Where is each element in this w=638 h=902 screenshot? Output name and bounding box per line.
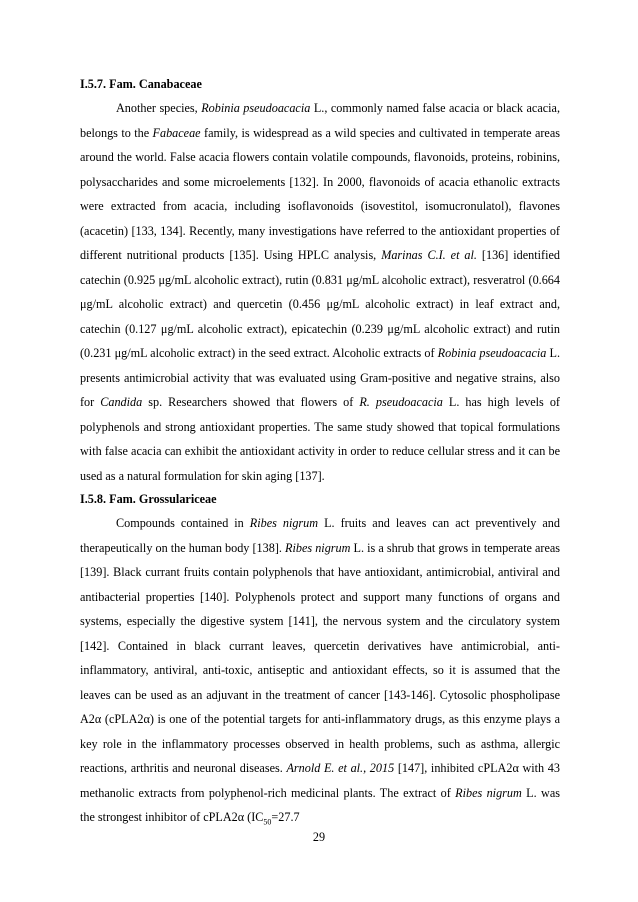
text-run: L., commonly named false acacia or black acacia, belongs to the: [80, 101, 561, 140]
page-number: 29: [312, 830, 326, 844]
text-run: sp. Researchers showed that flowers of: [142, 395, 360, 409]
italic-text: Robinia pseudoacacia: [437, 346, 547, 360]
text-run: L. is a shrub that grows in temperate areas [139]. Black currant fruits contain polyphenols that have antioxidant, antimicrobial, antiviral and antibacterial properties [140]. Polyphenols protect and support many functions of organs and systems, especially the digestive system [141], the nervous system and the circulatory system [142]. Contained in black currant leaves, quercetin derivatives have antimicrobial, anti-inflammatory, antiviral, anti-toxic, antiseptic and antioxidant effects, so it is assumed that the leaves can be used as an adjuvant in the treatment of cancer [143-146]. Cytosolic phospholipase A2α (cPLA2α) is one of the potential targets for anti-inflammatory drugs, as this enzyme plays a key role in the inflammatory processes observed in health problems, such as asthma, allergic reactions, arthritis and neuronal diseases.: [80, 540, 561, 775]
text-run: [147], inhibited cPLA2α with 43 methanolic extracts from polyphenol-rich medicinal plants. The extract of: [80, 761, 560, 800]
italic-text: Robinia pseudoacacia: [201, 101, 311, 115]
italic-text: Ribes nigrum: [455, 785, 522, 800]
italic-text: R. pseudoacacia: [359, 395, 443, 409]
text-run: Compounds contained in: [116, 516, 250, 530]
italic-text: Candida: [100, 395, 143, 409]
document-body: [80, 76, 560, 830]
text-run: L. has high levels of polyphenols and strong antioxidant properties. The same study showed that topical formulations with false acacia can exhibit the antioxidant activity in order to reduce cellular stress and it can be used as a natural formulation for skin aging [137].: [80, 395, 560, 483]
italic-text: Fabaceae: [152, 125, 201, 140]
subscript-text: 50: [263, 817, 272, 827]
italic-text: Arnold E. et al., 2015: [286, 761, 395, 775]
italic-text: Ribes nigrum: [249, 516, 319, 530]
text-run: =27.7: [271, 810, 300, 824]
text-run: [136] identified catechin (0.925 μg/mL alcoholic extract), rutin (0.831 μg/mL alcoholic extract), resveratrol (0.664 μg/mL alcoholic extract) and quercetin (0.456 μg/mL alcoholic extract) in leaf extract and, catechin (0.127 μg/mL alcoholic extract), epicatechin (0.239 μg/mL alcoholic extract) and rutin (0.231 μg/mL alcoholic extract) in the seed extract. Alcoholic extracts of: [80, 248, 560, 360]
text-run: L. was the strongest inhibitor of cPLA2α (IC: [80, 785, 560, 824]
text-run: Another species,: [116, 101, 202, 115]
paragraph-canabaceae: [80, 96, 560, 488]
text-run: L. fruits and leaves can act preventively and therapeutically on the human body [138].: [80, 516, 560, 555]
section-heading-canabaceae: I.5.7. Fam. Canabaceae: [80, 77, 202, 91]
paragraph-grossulariceae: [80, 511, 560, 830]
text-run: L. presents antimicrobial activity that was evaluated using Gram-positive and negative strains, also for: [80, 346, 560, 409]
section-heading-grossulariceae: I.5.8. Fam. Grossulariceae: [80, 492, 217, 506]
italic-text: Marinas C.I. et al.: [381, 248, 477, 262]
italic-text: Ribes nigrum: [285, 540, 351, 555]
text-run: family, is widespread as a wild species and cultivated in temperate areas around the world. False acacia flowers contain volatile compounds, flavonoids, proteins, robinins, polysaccharides and some microelements [132]. In 2000, flavonoids of acacia ethanolic extracts were extracted from acacia, including isoflavonoids (isovestitol, isomucronulatol), flavones (acacetin) [133, 134]. Recently, many investigations have referred to the antioxidant properties of different nutritional products [135]. Using HPLC analysis,: [80, 125, 560, 262]
